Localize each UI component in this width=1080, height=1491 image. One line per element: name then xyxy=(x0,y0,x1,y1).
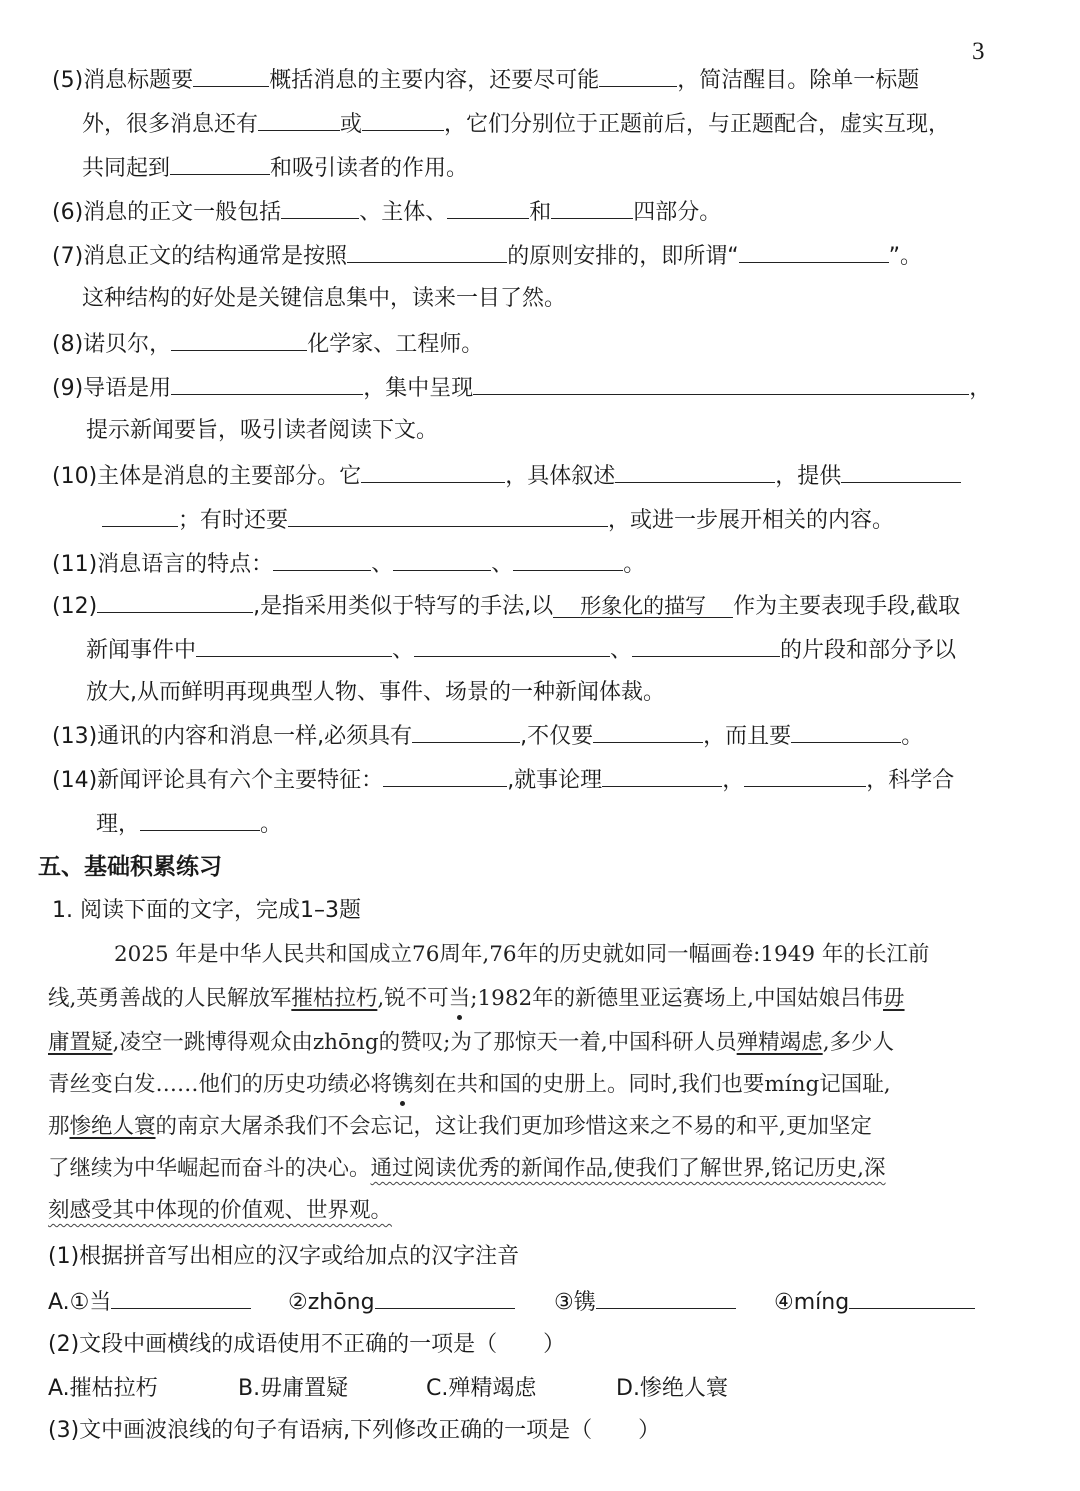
question-text: 。 xyxy=(623,552,646,577)
answer-blank[interactable] xyxy=(171,328,307,351)
question-text: ,不仅要 xyxy=(520,724,594,749)
passage-line-3 xyxy=(48,1028,894,1058)
passage-text: ,凌空一跳博得观众由zhōng的赞叹;为了那惊天一着,中国科研人员 xyxy=(112,1030,737,1055)
question-11 xyxy=(52,548,645,580)
option-c[interactable]: C.殚精竭虑 xyxy=(426,1376,537,1401)
answer-blank[interactable] xyxy=(849,1286,975,1309)
question-text: ,就事论理 xyxy=(507,768,603,793)
question-7-line-1 xyxy=(52,240,922,272)
question-text: 主体是消息的主要部分。它 xyxy=(97,464,362,489)
option-b[interactable]: B.毋庸置疑 xyxy=(238,1376,349,1401)
answer-blank[interactable] xyxy=(102,504,178,527)
question-text: 作为主要表现手段,截取 xyxy=(733,594,961,619)
answer-blank[interactable] xyxy=(375,1286,515,1309)
question-text: 、 xyxy=(610,638,633,663)
question-number: (7) xyxy=(52,244,84,269)
underlined-idiom: 庸置疑 xyxy=(48,1030,113,1055)
answer-blank[interactable] xyxy=(111,1286,251,1309)
question-text: 概括消息的主要内容，还要尽可能 xyxy=(269,68,600,93)
question-14-line-1 xyxy=(52,764,954,796)
question-12-line-2 xyxy=(86,634,956,666)
underlined-idiom: 毋 xyxy=(883,986,905,1011)
answer-blank[interactable] xyxy=(841,460,961,483)
question-text: 外，很多消息还有 xyxy=(82,112,259,137)
answer-blank[interactable] xyxy=(273,548,371,571)
answer-blank[interactable] xyxy=(171,372,363,395)
question-number: (5) xyxy=(52,68,84,93)
answer-blank[interactable] xyxy=(791,720,901,743)
reading-task: 1. 阅读下面的文字，完成1–3题 xyxy=(52,898,361,923)
question-text: 、 xyxy=(371,552,394,577)
question-text: 通讯的内容和消息一样,必须具有 xyxy=(97,724,413,749)
question-text: ，它们分别位于正题前后，与正题配合，虚实互现， xyxy=(444,112,951,137)
answer-blank[interactable] xyxy=(140,808,260,831)
question-text: 或 xyxy=(340,112,363,137)
underlined-idiom: 惨绝人寰 xyxy=(69,1114,156,1139)
question-text: (2)文段中画横线的成语使用不正确的一项是（ xyxy=(48,1332,498,1357)
question-text: 的原则安排的，即所谓“ xyxy=(507,244,739,269)
answer-blank[interactable] xyxy=(473,372,969,395)
question-text: 新闻事件中 xyxy=(86,638,197,663)
question-text: ，或进一步展开相关的内容。 xyxy=(608,508,895,533)
dotted-character: 镌 xyxy=(392,1072,414,1097)
question-text: ，集中呈现 xyxy=(363,376,474,401)
question-9-line-1 xyxy=(52,372,991,404)
question-6 xyxy=(52,196,721,228)
question-number: (8) xyxy=(52,332,84,357)
answer-blank[interactable] xyxy=(599,64,677,87)
question-text: 。 xyxy=(260,812,283,837)
question-text: ；有时还要 xyxy=(178,508,289,533)
answer-blank[interactable] xyxy=(170,152,270,175)
question-text: 消息正文的结构通常是按照 xyxy=(83,244,348,269)
subquestion-2-prompt xyxy=(48,1330,565,1360)
question-text: 的片段和部分予以 xyxy=(780,638,957,663)
question-text: 理， xyxy=(96,812,141,837)
passage-text: ,锐不可 xyxy=(377,986,449,1011)
pinyin-item-b: ②zhōng xyxy=(288,1290,375,1315)
passage-line-5 xyxy=(48,1112,872,1142)
answer-blank[interactable] xyxy=(551,196,633,219)
question-number: (11) xyxy=(52,552,98,577)
question-text: ,是指采用类似于特写的手法,以 xyxy=(253,594,554,619)
question-5-line-2 xyxy=(82,108,950,140)
answer-blank[interactable] xyxy=(393,548,491,571)
answer-blank[interactable] xyxy=(632,634,780,657)
question-text: ，具体叙述 xyxy=(505,464,616,489)
passage-text: ,多少人 xyxy=(822,1030,895,1055)
question-text: ，提供 xyxy=(775,464,842,489)
question-text: 导语是用 xyxy=(83,376,172,401)
pinyin-item-c: ③镌 xyxy=(554,1290,596,1315)
passage-line-6 xyxy=(48,1154,886,1184)
question-text: ， xyxy=(722,768,745,793)
answer-blank[interactable] xyxy=(615,460,775,483)
question-number: (14) xyxy=(52,768,98,793)
question-number: (12) xyxy=(52,594,98,619)
passage-text: 线,英勇善战的人民解放军 xyxy=(48,986,292,1011)
question-10-line-1 xyxy=(52,460,961,492)
question-14-line-2 xyxy=(96,808,282,840)
answer-blank[interactable] xyxy=(258,108,340,131)
passage-text: 刻在共和国的史册上。同时,我们也要míng记国耻, xyxy=(413,1072,891,1097)
answer-blank[interactable] xyxy=(744,764,866,787)
question-text: 消息标题要 xyxy=(83,68,194,93)
question-10-line-2 xyxy=(102,504,894,536)
answer-blank[interactable] xyxy=(414,634,610,657)
answer-blank[interactable] xyxy=(593,720,703,743)
answer-blank[interactable] xyxy=(739,240,889,263)
passage-text: 的南京大屠杀我们不会忘记，这让我们更加珍惜这来之不易的和平,更加坚定 xyxy=(155,1114,872,1139)
passage-text: 青丝变白发……他们的历史功绩必将 xyxy=(48,1072,393,1097)
handwritten-answer[interactable]: 形象化的描写 xyxy=(553,591,733,618)
question-text: 、 xyxy=(392,638,415,663)
passage-line-1: 2025 年是中华人民共和国成立76周年,76年的历史就如同一幅画卷:1949 年的长江前 xyxy=(114,942,930,967)
question-text: 共同起到 xyxy=(82,156,171,181)
question-12-line-1 xyxy=(52,590,960,622)
question-text: 。 xyxy=(901,724,924,749)
answer-blank[interactable] xyxy=(362,108,444,131)
underlined-idiom: 摧枯拉朽 xyxy=(291,986,378,1011)
question-8 xyxy=(52,328,483,360)
question-text: 四部分。 xyxy=(633,200,722,225)
answer-blank[interactable] xyxy=(193,64,269,87)
subquestion-1-prompt: (1)根据拼音写出相应的汉字或给加点的汉字注音 xyxy=(48,1244,520,1269)
wavy-underlined-sentence: 通过阅读优秀的新闻作品,使我们了解世界,铭记历史,深 xyxy=(370,1156,886,1181)
answer-blank[interactable] xyxy=(513,548,623,571)
pinyin-item-d: ④míng xyxy=(774,1290,850,1315)
question-text: (3)文中画波浪线的句子有语病,下列修改正确的一项是（ xyxy=(48,1418,593,1443)
answer-blank[interactable] xyxy=(196,634,392,657)
wavy-underlined-sentence: 刻感受其中体现的价值观、世界观。 xyxy=(48,1198,393,1223)
question-text: 、主体、 xyxy=(359,200,448,225)
section-heading: 五、基础积累练习 xyxy=(38,854,222,880)
answer-blank[interactable] xyxy=(383,764,507,787)
question-7-line-2: 这种结构的好处是关键信息集中，读来一目了然。 xyxy=(82,286,567,311)
question-text: ”。 xyxy=(888,244,922,269)
question-9-line-2: 提示新闻要旨，吸引读者阅读下文。 xyxy=(86,418,439,443)
question-text: ， xyxy=(969,376,992,401)
answer-blank[interactable] xyxy=(596,1286,736,1309)
answer-blank[interactable] xyxy=(602,764,722,787)
question-text: 化学家、工程师。 xyxy=(307,332,484,357)
question-text: ，科学合 xyxy=(866,768,955,793)
answer-blank[interactable] xyxy=(447,196,529,219)
answer-blank[interactable] xyxy=(288,504,608,527)
passage-line-2 xyxy=(48,984,905,1014)
question-text: 诺贝尔， xyxy=(83,332,172,357)
option-d[interactable]: D.惨绝人寰 xyxy=(616,1376,728,1401)
question-13 xyxy=(52,720,923,752)
question-text: 消息语言的特点： xyxy=(97,552,274,577)
passage-text: 了继续为中华崛起而奋斗的决心。 xyxy=(48,1156,371,1181)
question-number: (6) xyxy=(52,200,84,225)
subquestion-1-answers xyxy=(48,1286,975,1318)
passage-text: ;1982年的新德里亚运赛场上,中国姑娘吕伟 xyxy=(470,986,884,1011)
passage-line-7 xyxy=(48,1196,392,1226)
underlined-idiom: 殚精竭虑 xyxy=(736,1030,823,1055)
option-a[interactable]: A.摧枯拉朽 xyxy=(48,1376,158,1401)
question-number: (10) xyxy=(52,464,98,489)
answer-blank[interactable] xyxy=(97,590,253,613)
question-text: 消息的正文一般包括 xyxy=(83,200,282,225)
question-text: 新闻评论具有六个主要特征： xyxy=(97,768,384,793)
question-12-line-3: 放大,从而鲜明再现典型人物、事件、场景的一种新闻体裁。 xyxy=(86,680,665,705)
passage-text: 那 xyxy=(48,1114,70,1139)
question-number: (9) xyxy=(52,376,84,401)
question-text: ） xyxy=(543,1332,566,1357)
question-5-line-3 xyxy=(82,152,468,184)
question-text: ） xyxy=(638,1418,661,1443)
question-text: ，而且要 xyxy=(703,724,792,749)
pinyin-item-a: A.①当 xyxy=(48,1290,112,1315)
dotted-character: 当 xyxy=(448,986,471,1011)
question-text: ，简洁醒目。除单一标题 xyxy=(677,68,920,93)
page-number: 3 xyxy=(972,38,985,65)
answer-blank[interactable] xyxy=(347,240,507,263)
question-text: 和吸引读者的作用。 xyxy=(270,156,469,181)
question-5-line-1 xyxy=(52,64,919,96)
question-text: 和 xyxy=(529,200,552,225)
answer-blank[interactable] xyxy=(361,460,505,483)
answer-blank[interactable] xyxy=(412,720,520,743)
answer-blank[interactable] xyxy=(281,196,359,219)
subquestion-3-prompt xyxy=(48,1416,660,1446)
question-number: (13) xyxy=(52,724,98,749)
passage-line-4 xyxy=(48,1070,891,1100)
subquestion-2-options xyxy=(48,1374,728,1404)
question-text: 、 xyxy=(491,552,514,577)
